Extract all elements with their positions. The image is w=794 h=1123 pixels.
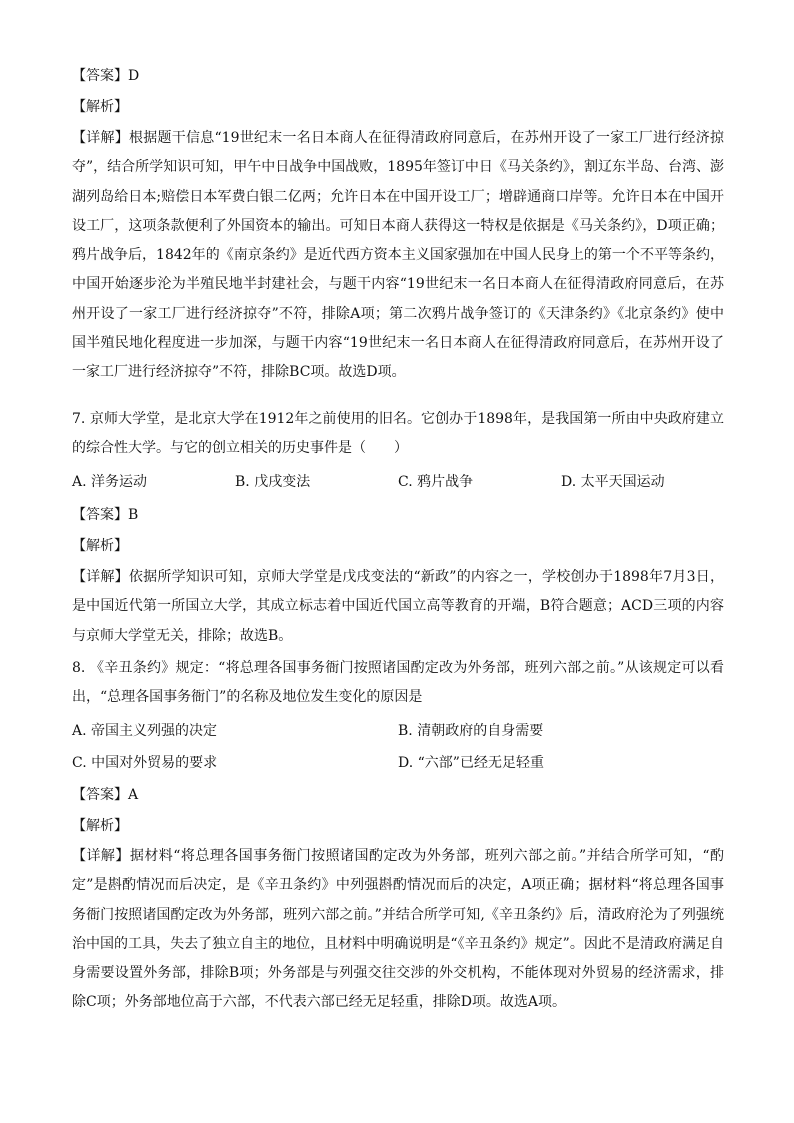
answer-label: 【答案】	[72, 787, 128, 803]
q7-option-b: B. 戊戌变法	[235, 474, 311, 490]
answer-value: D	[128, 68, 140, 84]
q8-option-c: C. 中国对外贸易的要求	[72, 755, 218, 771]
detail-text: 根据题干信息“19世纪末一名日本商人在征得清政府同意后，在苏州开设了一家工厂进行经济掠夺”，结合所学知识可知，甲午中日战争中国战败，1895年签订中日《马关条约》，割辽东半岛、台湾、澎湖列岛给日本;赔偿日本军费白银二亿两；允许日本在中国开设工厂；增辟通商口岸等。允许日本在中国开设工厂，这项条款便利了外国资本的输出。可知日本商人获得这一特权是依据是《马关条约》，D项正确；鸦片战争后，1842年的《南京条约》是近代西方资本主义国家强加在中国人民身上的第一个不平等条约，中国开始逐步沦为半殖民地半封建社会，与题干内容“19世纪末一名日本商人在征得清政府同意后，在苏州开设了一家工厂进行经济掠夺”不符，排除A项；第二次鸦片战争签订的《天津条约》《北京条约》使中国半殖民地化程度进一步加深，与题干内容“19世纪末一名日本商人在征得清政府同意后，在苏州开设了一家工厂进行经济掠夺”不符，排除BC项。故选D项。	[72, 130, 724, 381]
q8-options-row2	[72, 753, 724, 773]
detail-text: 依据所学知识可知，京师大学堂是戊戌变法的“新政”的内容之一，学校创办于1898年7月3日，是中国近代第一所国立大学，其成立标志着中国近代国立高等教育的开端，B符合题意；ACD三项的内容与京师大学堂无关，排除；故选B。	[72, 569, 725, 644]
analysis-label: 【解析】	[72, 818, 128, 834]
detail-label: 【详解】	[72, 130, 130, 146]
q7-answer	[72, 506, 724, 524]
answer-label: 【答案】	[72, 507, 128, 523]
q6-answer	[72, 67, 724, 85]
q8-answer	[72, 786, 724, 804]
q7-option-a: A. 洋务运动	[72, 474, 148, 490]
q8-option-b: B. 清朝政府的自身需要	[398, 723, 544, 739]
q6-analysis-label	[72, 98, 724, 116]
q6-detail	[72, 124, 724, 404]
q8-option-d: D. “六部”已经无足轻重	[398, 755, 544, 771]
analysis-label: 【解析】	[72, 99, 128, 115]
q8-stem: 8. 《辛丑条约》规定：“将总理各国事务衙门按照诸国酌定改为外务部，班列六部之前。”从该规定可以看出，“总理各国事务衙门”的名称及地位发生变化的原因是	[72, 660, 724, 706]
q7-stem: 7. 京师大学堂，是北京大学在1912年之前使用的旧名。它创办于1898年，是我国第一所由中央政府建立的综合性大学。与它的创立相关的历史事件是（ ）	[72, 411, 724, 457]
answer-value: A	[128, 787, 139, 803]
q8-options-row1	[72, 721, 724, 741]
q7-option-d: D. 太平天国运动	[561, 474, 665, 490]
q7-options	[72, 472, 724, 492]
q7-analysis-label	[72, 537, 724, 555]
q8-option-a: A. 帝国主义列强的决定	[72, 723, 218, 739]
q8-analysis-label	[72, 817, 724, 835]
analysis-label: 【解析】	[72, 538, 128, 554]
answer-label: 【答案】	[72, 68, 128, 84]
detail-label: 【详解】	[72, 569, 129, 585]
q8-detail	[72, 842, 724, 1032]
detail-label: 【详解】	[72, 848, 130, 864]
detail-text: 据材料“将总理各国事务衙门按照诸国酌定改为外务部，班列六部之前。”并结合所学可知，“酌定”是斟酌情况而后决定，是《辛丑条约》中列强斟酌情况而后的决定，A项正确；据材料“将总理各国事务衙门按照诸国酌定改为外务部，班列六部之前。”并结合所学可知,《辛丑条约》后，清政府沦为了列强统治中国的工具，失去了独立自主的地位，且材料中明确说明是“《辛丑条约》规定”。因此不是清政府满足自身需要设置外务部，排除B项；外务部是与列强交往交涉的外交机构，不能体现对外贸易的经济需求，排除C项；外务部地位高于六部，不代表六部已经无足轻重，排除D项。故选A项。	[72, 848, 724, 1011]
q7-detail	[72, 563, 724, 653]
answer-value: B	[128, 507, 139, 523]
q7-option-c: C. 鸦片战争	[398, 474, 474, 490]
